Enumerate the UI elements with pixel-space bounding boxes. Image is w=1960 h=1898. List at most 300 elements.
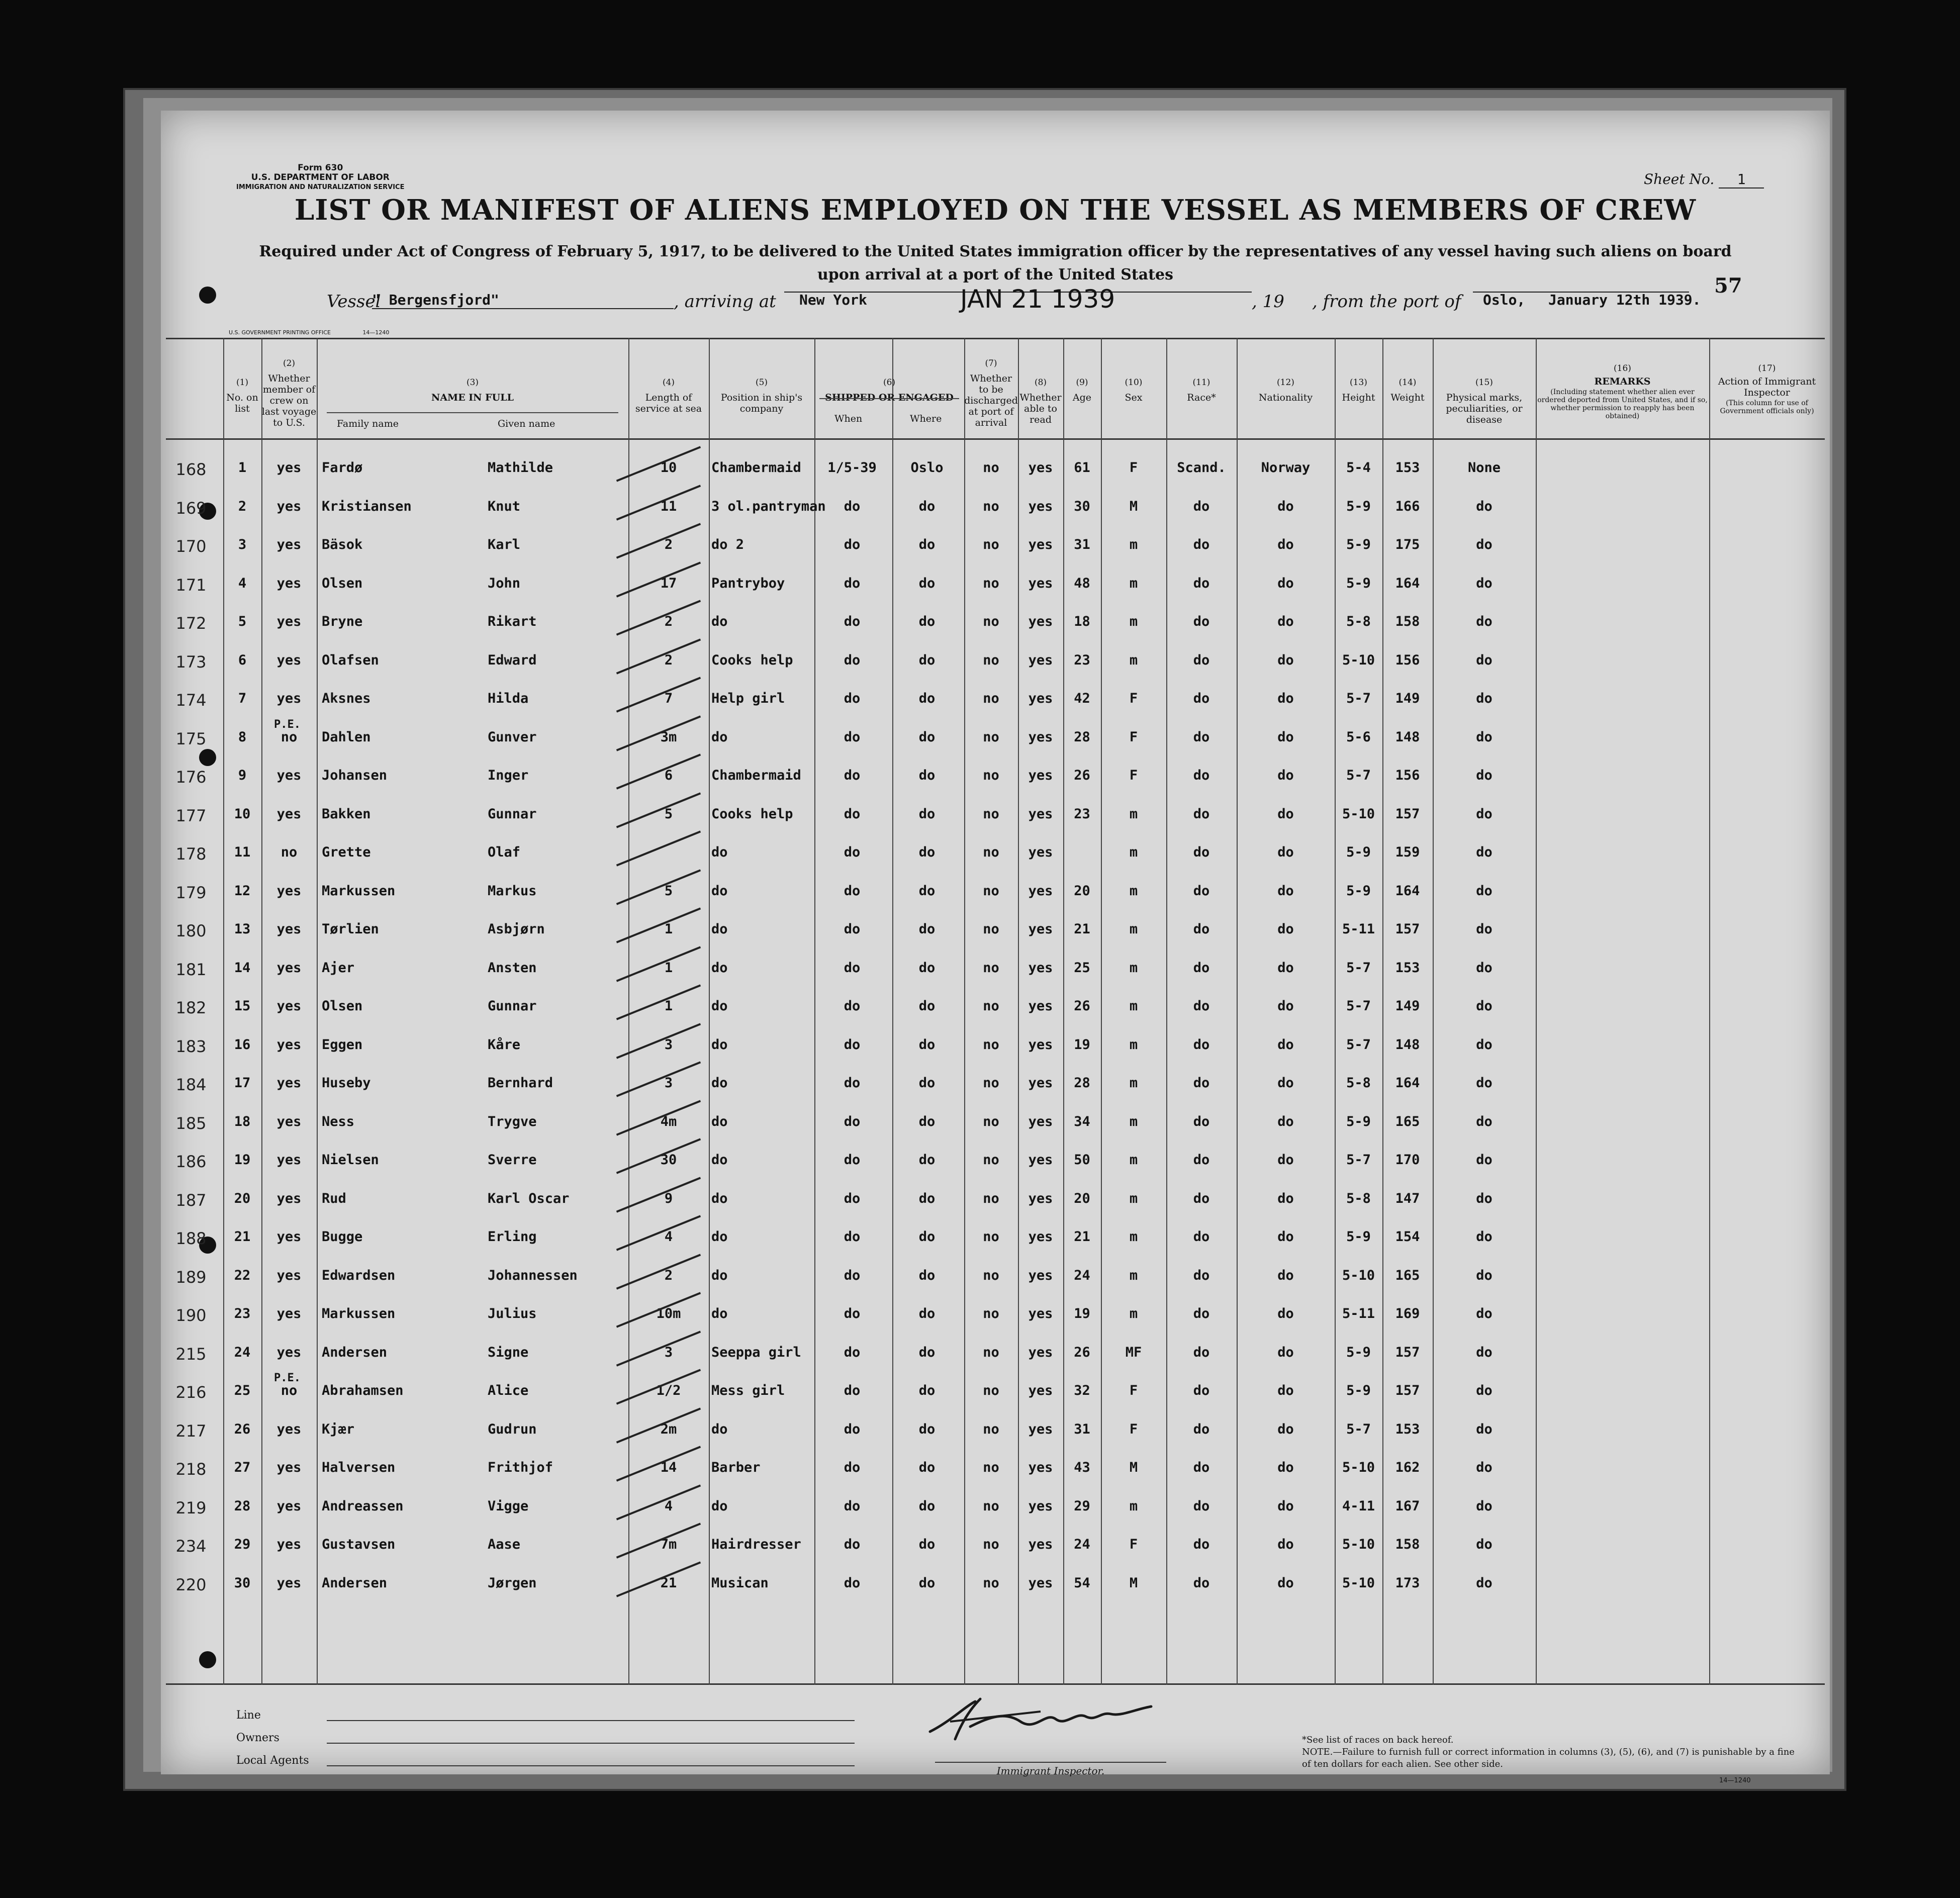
- cell-sex: m: [1129, 960, 1138, 976]
- cell-where: do: [918, 806, 936, 822]
- cell-length: 11: [660, 498, 677, 514]
- cell-weight: 157: [1395, 1344, 1420, 1360]
- binder-hole: [199, 287, 216, 304]
- header-able-to-read: [1018, 338, 1063, 438]
- cell-marks: do: [1476, 1190, 1492, 1206]
- cell-sex: F: [1129, 691, 1138, 706]
- cell-given: Trygve: [488, 1113, 537, 1129]
- cell-marks: do: [1476, 883, 1492, 899]
- header-num: (6): [883, 377, 896, 388]
- cell-position: Barber: [711, 1460, 761, 1475]
- cell-weight: 157: [1395, 806, 1420, 822]
- cell-where: do: [918, 960, 936, 976]
- cell-given: Alice: [488, 1383, 529, 1398]
- row-sequence-number: 184: [175, 1075, 207, 1094]
- cell-discharged: no: [983, 1344, 999, 1360]
- cell-family: Nielsen: [322, 1152, 379, 1168]
- cell-read: yes: [1028, 1075, 1053, 1091]
- header-label: NAME IN FULL: [431, 392, 514, 403]
- cell-last: yes: [276, 998, 302, 1014]
- cell-no: 25: [234, 1383, 251, 1398]
- cell-weight: 166: [1395, 498, 1420, 514]
- cell-height: 4-11: [1342, 1498, 1375, 1514]
- cell-length: 7m: [660, 1537, 677, 1552]
- cell-sex: m: [1129, 1190, 1138, 1206]
- cell-family: Gustavsen: [322, 1537, 396, 1552]
- cell-position: do: [711, 883, 728, 899]
- cell-age: 19: [1074, 1306, 1090, 1321]
- cell-length: 6: [664, 768, 673, 783]
- cell-last: yes: [276, 1537, 302, 1552]
- cell-discharged: no: [983, 1190, 999, 1206]
- cell-race: do: [1193, 1383, 1210, 1398]
- form-department: U.S. DEPARTMENT OF LABOR: [251, 172, 390, 182]
- cell-weight: 157: [1395, 1383, 1420, 1398]
- row-sequence-number: 176: [175, 768, 207, 787]
- row-sequence-number: 218: [175, 1460, 207, 1479]
- cell-height: 5-9: [1346, 1344, 1371, 1360]
- from-date: January 12th 1939.: [1548, 292, 1701, 308]
- cell-weight: 148: [1395, 1036, 1420, 1053]
- cell-family: Dahlen: [322, 729, 371, 745]
- row-pe-note: P.E.: [274, 718, 301, 731]
- penalty-note: NOTE.—Failure to furnish full or correct information in columns (3), (5), (6), and (7) is punishable by a fine of ten dollars for each alien. See other side.: [1302, 1747, 1795, 1769]
- cell-when: do: [844, 1075, 861, 1091]
- cell-position: do: [711, 1152, 728, 1168]
- cell-marks: do: [1476, 844, 1492, 860]
- header-label: Whether able to read: [1019, 392, 1062, 425]
- cell-weight: 149: [1395, 998, 1420, 1014]
- cell-nationality: do: [1277, 652, 1294, 668]
- cell-family: Grette: [322, 844, 371, 860]
- cell-when: do: [844, 1190, 861, 1206]
- cell-no: 20: [234, 1190, 251, 1206]
- cell-discharged: no: [983, 1152, 999, 1168]
- header-shipped-or-engaged: [814, 338, 964, 438]
- cell-height: 5-4: [1346, 460, 1371, 476]
- cell-race: Scand.: [1177, 460, 1226, 476]
- cell-given: Gunnar: [488, 806, 537, 822]
- row-sequence-number: 190: [175, 1306, 207, 1325]
- cell-length: 10m: [656, 1306, 681, 1321]
- header-family-name: Family name: [337, 418, 399, 429]
- header-num: (3): [466, 377, 479, 388]
- cell-last: yes: [276, 1498, 302, 1514]
- header-num: (7): [985, 358, 997, 368]
- cell-where: do: [918, 537, 936, 552]
- cell-race: do: [1193, 768, 1210, 783]
- cell-sex: M: [1129, 1575, 1138, 1591]
- cell-last: yes: [276, 691, 302, 706]
- cell-height: 5-7: [1346, 691, 1371, 706]
- table-row: [166, 682, 1825, 720]
- cell-last: yes: [276, 921, 302, 937]
- page-title: LIST OR MANIFEST OF ALIENS EMPLOYED ON THE VESSEL AS MEMBERS OF CREW: [294, 194, 1697, 227]
- cell-race: do: [1193, 1537, 1210, 1552]
- cell-last: yes: [276, 537, 302, 552]
- cell-height: 5-6: [1346, 729, 1371, 745]
- cell-family: Edwardsen: [322, 1267, 396, 1283]
- cell-family: Ness: [322, 1113, 355, 1129]
- cell-weight: 164: [1395, 883, 1420, 899]
- cell-length: 2m: [660, 1421, 677, 1437]
- cell-last: yes: [276, 1036, 302, 1053]
- cell-when: do: [844, 498, 861, 514]
- row-sequence-number: 178: [175, 844, 207, 864]
- cell-given: John: [488, 575, 521, 591]
- header-name-in-full: [317, 338, 628, 438]
- table-rule: [166, 1683, 1825, 1685]
- cell-read: yes: [1028, 844, 1053, 860]
- table-row: [166, 643, 1825, 682]
- table-row: [166, 720, 1825, 758]
- cell-length: 3: [664, 1075, 673, 1091]
- row-sequence-number: 219: [175, 1498, 207, 1517]
- footer-notes: [1302, 1734, 1805, 1770]
- cell-where: do: [918, 1113, 936, 1129]
- cell-when: do: [844, 768, 861, 783]
- cell-sex: m: [1129, 537, 1138, 552]
- cell-marks: do: [1476, 1537, 1492, 1552]
- row-sequence-number: 174: [175, 691, 207, 710]
- cell-no: 9: [238, 768, 247, 783]
- cell-position: Hairdresser: [711, 1537, 801, 1552]
- cell-no: 18: [234, 1113, 251, 1129]
- cell-when: do: [844, 1267, 861, 1283]
- cell-discharged: no: [983, 1267, 999, 1283]
- cell-age: 25: [1074, 960, 1090, 976]
- cell-no: 28: [234, 1498, 251, 1514]
- cell-nationality: do: [1277, 960, 1294, 976]
- cell-age: 19: [1074, 1036, 1090, 1053]
- cell-last: yes: [276, 883, 302, 899]
- cell-given: Rikart: [488, 614, 537, 629]
- cell-given: Frithjof: [488, 1460, 553, 1475]
- cell-discharged: no: [983, 883, 999, 899]
- form-number: Form 630: [298, 163, 343, 173]
- cell-length: 9: [664, 1190, 673, 1206]
- cell-discharged: no: [983, 652, 999, 668]
- cell-height: 5-8: [1346, 1075, 1371, 1091]
- cell-sex: F: [1129, 1383, 1138, 1398]
- cell-where: do: [918, 614, 936, 629]
- cell-sex: M: [1129, 1460, 1138, 1475]
- crew-table: [166, 338, 1825, 1685]
- cell-length: 3m: [660, 729, 677, 745]
- row-sequence-number: 215: [175, 1344, 207, 1364]
- cell-length: 14: [660, 1460, 677, 1475]
- cell-nationality: do: [1277, 575, 1294, 591]
- cell-last: yes: [276, 1075, 302, 1091]
- cell-age: 61: [1074, 460, 1090, 476]
- cell-marks: do: [1476, 1152, 1492, 1168]
- cell-last: yes: [276, 1113, 302, 1129]
- row-sequence-number: 186: [175, 1152, 207, 1171]
- row-sequence-number: 187: [175, 1190, 207, 1210]
- cell-where: do: [918, 998, 936, 1014]
- cell-age: 23: [1074, 652, 1090, 668]
- cell-height: 5-7: [1346, 960, 1371, 976]
- header-num: (14): [1398, 377, 1417, 388]
- cell-position: do: [711, 998, 728, 1014]
- cell-weight: 147: [1395, 1190, 1420, 1206]
- table-row: [166, 1105, 1825, 1143]
- cell-length: 30: [660, 1152, 677, 1168]
- cell-where: do: [918, 729, 936, 745]
- cell-position: Pantryboy: [711, 575, 785, 591]
- cell-height: 5-9: [1346, 883, 1371, 899]
- table-row: [166, 1259, 1825, 1297]
- cell-sex: m: [1129, 652, 1138, 668]
- cell-family: Kristiansen: [322, 498, 412, 514]
- cell-last: yes: [276, 1190, 302, 1206]
- cell-marks: do: [1476, 729, 1492, 745]
- table-row: [166, 1182, 1825, 1220]
- cell-age: 20: [1074, 1190, 1090, 1206]
- cell-position: Mess girl: [711, 1383, 785, 1398]
- header-num: (17): [1758, 363, 1776, 373]
- cell-discharged: no: [983, 575, 999, 591]
- cell-last: yes: [276, 1267, 302, 1283]
- header-physical-marks: [1433, 338, 1536, 438]
- row-pe-note: P.E.: [274, 1372, 301, 1384]
- cell-family: Eggen: [322, 1036, 363, 1053]
- cell-weight: 173: [1395, 1575, 1420, 1591]
- cell-given: Asbjørn: [488, 921, 545, 937]
- cell-where: do: [918, 1383, 936, 1398]
- cell-when: do: [844, 1306, 861, 1321]
- header-label: Length of service at sea: [635, 392, 702, 414]
- agents-rule: [327, 1765, 855, 1766]
- cell-race: do: [1193, 883, 1210, 899]
- cell-family: Fardø: [322, 460, 363, 476]
- cell-last: yes: [276, 652, 302, 668]
- cell-length: 4m: [660, 1113, 677, 1129]
- cell-family: Halversen: [322, 1460, 396, 1475]
- owners-field: [236, 1732, 309, 1754]
- cell-read: yes: [1028, 1383, 1053, 1398]
- cell-length: 2: [664, 652, 673, 668]
- cell-when: do: [844, 1036, 861, 1053]
- cell-when: do: [844, 806, 861, 822]
- cell-length: 10: [660, 460, 677, 476]
- cell-read: yes: [1028, 1267, 1053, 1283]
- cell-sex: m: [1129, 1498, 1138, 1514]
- header-when: When: [834, 413, 863, 424]
- cell-discharged: no: [983, 844, 999, 860]
- cell-race: do: [1193, 1421, 1210, 1437]
- cell-read: yes: [1028, 1306, 1053, 1321]
- cell-when: do: [844, 844, 861, 860]
- cell-race: do: [1193, 1229, 1210, 1245]
- cell-age: 31: [1074, 1421, 1090, 1437]
- cell-race: do: [1193, 614, 1210, 629]
- cell-position: do: [711, 1113, 728, 1129]
- row-sequence-number: 216: [175, 1383, 207, 1402]
- cell-given: Hilda: [488, 691, 529, 706]
- cell-where: do: [918, 1421, 936, 1437]
- cell-race: do: [1193, 806, 1210, 822]
- cell-given: Olaf: [488, 844, 521, 860]
- table-row: [166, 1374, 1825, 1412]
- cell-age: 28: [1074, 729, 1090, 745]
- cell-discharged: no: [983, 460, 999, 476]
- cell-age: 24: [1074, 1267, 1090, 1283]
- arrival-date-stamp: JAN 21 1939: [960, 284, 1115, 314]
- cell-no: 21: [234, 1229, 251, 1245]
- cell-sex: F: [1129, 460, 1138, 476]
- cell-weight: 149: [1395, 691, 1420, 706]
- header-no-on-list: [223, 338, 261, 438]
- cell-read: yes: [1028, 806, 1053, 822]
- cell-read: yes: [1028, 768, 1053, 783]
- cell-when: do: [844, 1460, 861, 1475]
- cell-sex: m: [1129, 921, 1138, 937]
- cell-family: Bakken: [322, 806, 371, 822]
- cell-discharged: no: [983, 1498, 999, 1514]
- cell-last: yes: [276, 575, 302, 591]
- cell-nationality: do: [1277, 1036, 1294, 1053]
- cell-last: yes: [276, 1460, 302, 1475]
- cell-where: do: [918, 883, 936, 899]
- footer-fields: [236, 1709, 309, 1777]
- cell-weight: 148: [1395, 729, 1420, 745]
- cell-position: Cooks help: [711, 652, 793, 668]
- cell-weight: 158: [1395, 1537, 1420, 1552]
- shipped-subrule: [819, 398, 959, 399]
- cell-no: 7: [238, 691, 247, 706]
- cell-family: Rud: [322, 1190, 346, 1206]
- cell-discharged: no: [983, 960, 999, 976]
- arrival-port: New York: [799, 292, 867, 308]
- cell-where: do: [918, 652, 936, 668]
- cell-marks: do: [1476, 1344, 1492, 1360]
- cell-nationality: do: [1277, 806, 1294, 822]
- cell-height: 5-7: [1346, 998, 1371, 1014]
- cell-height: 5-10: [1342, 1575, 1375, 1591]
- cell-family: Olsen: [322, 998, 363, 1014]
- cell-weight: 165: [1395, 1113, 1420, 1129]
- cell-when: do: [844, 1498, 861, 1514]
- cell-weight: 153: [1395, 460, 1420, 476]
- cell-sex: m: [1129, 1113, 1138, 1129]
- cell-read: yes: [1028, 537, 1053, 552]
- header-discharged: [964, 338, 1018, 438]
- cell-position: do: [711, 1036, 728, 1053]
- header-nationality: [1237, 338, 1335, 438]
- cell-marks: do: [1476, 768, 1492, 783]
- cell-where: do: [918, 1306, 936, 1321]
- cell-when: do: [844, 921, 861, 937]
- cell-length: 1: [664, 998, 673, 1014]
- cell-family: Tørlien: [322, 921, 379, 937]
- header-num: (1): [236, 377, 249, 388]
- row-sequence-number: 180: [175, 921, 207, 940]
- cell-when: do: [844, 1537, 861, 1552]
- header-label: Height: [1342, 392, 1375, 403]
- cell-age: 24: [1074, 1537, 1090, 1552]
- cell-last: yes: [276, 1306, 302, 1321]
- cell-nationality: do: [1277, 498, 1294, 514]
- cell-no: 23: [234, 1306, 251, 1321]
- cell-when: do: [844, 1113, 861, 1129]
- table-row: [166, 566, 1825, 605]
- check-stroke: [616, 830, 701, 866]
- cell-read: yes: [1028, 921, 1053, 937]
- cell-weight: 154: [1395, 1229, 1420, 1245]
- header-position: [709, 338, 814, 438]
- cell-race: do: [1193, 498, 1210, 514]
- cell-read: yes: [1028, 691, 1053, 706]
- cell-where: do: [918, 1537, 936, 1552]
- cell-race: do: [1193, 844, 1210, 860]
- cell-length: 1: [664, 921, 673, 937]
- cell-marks: do: [1476, 1460, 1492, 1475]
- cell-race: do: [1193, 652, 1210, 668]
- cell-height: 5-9: [1346, 844, 1371, 860]
- cell-when: do: [844, 575, 861, 591]
- cell-discharged: no: [983, 1229, 999, 1245]
- cell-discharged: no: [983, 1575, 999, 1591]
- cell-age: 21: [1074, 921, 1090, 937]
- cell-discharged: no: [983, 1306, 999, 1321]
- cell-discharged: no: [983, 1460, 999, 1475]
- cell-last: no: [281, 1383, 298, 1398]
- cell-weight: 156: [1395, 768, 1420, 783]
- cell-nationality: do: [1277, 1190, 1294, 1206]
- cell-read: yes: [1028, 1344, 1053, 1360]
- cell-age: 42: [1074, 691, 1090, 706]
- cell-age: 26: [1074, 998, 1090, 1014]
- row-sequence-number: 170: [175, 537, 207, 556]
- cell-position: do: [711, 960, 728, 976]
- cell-length: 5: [664, 806, 673, 822]
- cell-sex: m: [1129, 1036, 1138, 1053]
- cell-given: Jørgen: [488, 1575, 537, 1591]
- header-num: (9): [1076, 377, 1088, 388]
- table-row: [166, 1528, 1825, 1566]
- cell-length: 2: [664, 537, 673, 552]
- cell-nationality: do: [1277, 998, 1294, 1014]
- cell-marks: do: [1476, 1113, 1492, 1129]
- cell-sex: m: [1129, 1152, 1138, 1168]
- cell-given: Gudrun: [488, 1421, 537, 1437]
- cell-race: do: [1193, 1460, 1210, 1475]
- table-row: [166, 1412, 1825, 1451]
- cell-position: 3 ol.pantryman: [711, 498, 826, 514]
- cell-read: yes: [1028, 652, 1053, 668]
- cell-nationality: do: [1277, 1113, 1294, 1129]
- cell-marks: do: [1476, 1036, 1492, 1053]
- cell-weight: 153: [1395, 1421, 1420, 1437]
- cell-no: 29: [234, 1537, 251, 1552]
- cell-last: yes: [276, 1575, 302, 1591]
- row-sequence-number: 177: [175, 806, 207, 825]
- cell-marks: do: [1476, 575, 1492, 591]
- cell-given: Signe: [488, 1344, 529, 1360]
- cell-family: Olafsen: [322, 652, 379, 668]
- cell-marks: do: [1476, 498, 1492, 514]
- cell-height: 5-11: [1342, 921, 1375, 937]
- cell-read: yes: [1028, 1113, 1053, 1129]
- header-label: Physical marks, peculiarities, or disease: [1446, 392, 1523, 425]
- header-num: (10): [1125, 377, 1143, 388]
- line-rule: [327, 1720, 855, 1721]
- cell-nationality: do: [1277, 729, 1294, 745]
- cell-read: yes: [1028, 498, 1053, 514]
- cell-sex: m: [1129, 1229, 1138, 1245]
- cell-position: do: [711, 1229, 728, 1245]
